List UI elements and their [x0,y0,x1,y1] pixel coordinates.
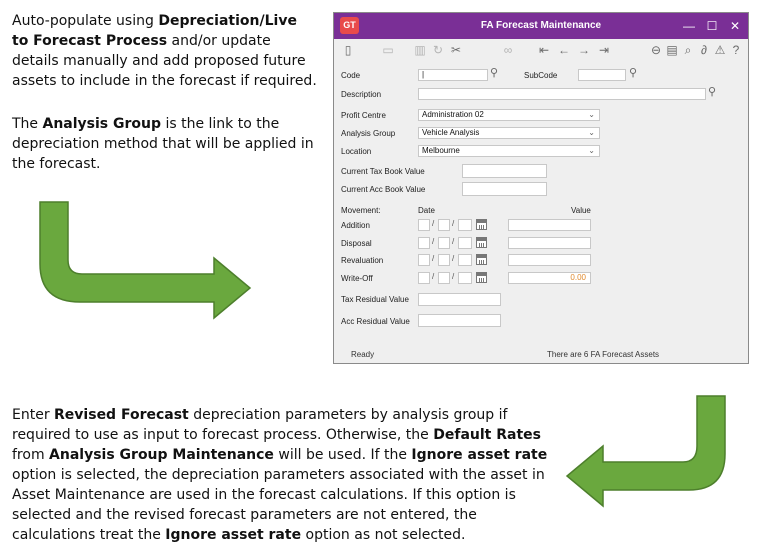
calendar-icon[interactable] [476,237,487,248]
description-search-icon[interactable]: ⚲ [708,86,717,98]
acc-book-value-label: Current Acc Book Value [341,185,426,194]
date-separator: / [452,272,455,281]
refresh-icon[interactable]: ↻ [432,43,444,57]
value-input[interactable] [508,237,591,249]
save-icon[interactable]: ▭ [382,43,394,57]
movement-label: Disposal [341,239,372,248]
chevron-down-icon: ⌄ [588,128,595,137]
text: The [12,116,43,132]
date-separator: / [452,237,455,246]
date-separator: / [432,237,435,246]
date-separator: / [452,254,455,263]
movement-label: Addition [341,221,370,230]
date-header: Date [418,206,435,215]
help-icon[interactable]: ? [732,43,740,57]
date-separator: / [432,254,435,263]
title-bar [334,13,748,39]
minimize-button[interactable]: — [683,19,695,33]
acc-residual-input[interactable] [418,314,501,327]
first-record-icon[interactable]: ⇤ [538,43,550,57]
text: will be used. If the [273,447,412,463]
app-logo: GT [340,17,359,34]
calendar-icon[interactable] [476,219,487,230]
instruction-analysis-group [12,114,317,174]
fa-forecast-maintenance-window [333,12,749,364]
window-title: FA Forecast Maintenance [480,20,602,31]
maximize-button[interactable]: ☐ [706,19,718,33]
tax-book-value-label: Current Tax Book Value [341,167,425,176]
analysis-group-select[interactable] [418,127,600,139]
close-button[interactable]: ✕ [729,19,741,33]
instruction-autopopulate [12,11,317,91]
alert-icon[interactable]: ⚠ [714,43,726,57]
subcode-search-icon[interactable]: ⚲ [629,67,638,79]
status-bar [334,347,748,363]
year-input[interactable] [458,272,472,284]
calendar-icon[interactable] [476,272,487,283]
month-input[interactable] [438,254,450,266]
text: from [12,447,50,463]
arrow-down-right [36,198,256,322]
toolbar [334,39,748,61]
text: Enter [12,407,55,423]
code-input[interactable]: | [418,69,488,81]
bold-text: Ignore asset rate [165,527,302,543]
bold-text: Revised Forecast [54,407,189,423]
acc-residual-label: Acc Residual Value [341,317,410,326]
day-input[interactable] [418,272,430,284]
movement-label: Write-Off [341,274,373,283]
movement-label: Revaluation [341,256,384,265]
bold-text: Ignore asset rate [411,447,548,463]
arrow-up-left [563,394,729,514]
previous-record-icon[interactable]: ← [558,43,570,57]
tax-book-value-field [462,164,547,178]
text: option as not selected. [301,527,466,543]
binoculars-icon[interactable]: ∞ [503,43,513,57]
text: Auto-populate using [12,13,159,29]
value-input[interactable]: 0.00 [508,272,591,284]
code-search-icon[interactable]: ⚲ [490,67,499,79]
date-separator: / [432,219,435,228]
month-input[interactable] [438,219,450,231]
text: option is selected, the depreciation parameters associated with the asset in Asset Maintenance are used in the forecast calculations. If this option is selected and the revised forecast parameters are not entered, the calculations treat the [12,467,545,543]
bold-text: Default Rates [433,427,541,443]
tax-residual-input[interactable] [418,293,501,306]
subcode-input[interactable] [578,69,626,81]
bold-text: Depreciation/Live to Forecast Process [12,13,297,49]
text: is the link to the depreciation method that will be applied in the forecast. [12,116,314,172]
day-input[interactable] [418,237,430,249]
status-ready: Ready [351,350,375,359]
profit-centre-value: Administration 02 [422,110,484,119]
notes-icon[interactable]: ▤ [666,43,678,57]
instruction-revised-forecast [12,405,552,545]
location-select[interactable] [418,145,600,157]
link-icon[interactable]: ∂ [701,43,707,57]
calendar-icon[interactable] [476,254,487,265]
acc-book-value-field [462,182,547,196]
month-input[interactable] [438,237,450,249]
year-input[interactable] [458,254,472,266]
analysis-group-value: Vehicle Analysis [422,128,480,137]
profit-centre-label: Profit Centre [341,111,386,120]
year-input[interactable] [458,219,472,231]
attach-icon[interactable]: ⌕ [684,43,692,57]
status-record-count: There are 6 FA Forecast Assets [547,350,660,359]
year-input[interactable] [458,237,472,249]
bold-text: Analysis Group Maintenance [49,447,274,463]
movement-header: Movement: [341,206,381,215]
month-input[interactable] [438,272,450,284]
last-record-icon[interactable]: ⇥ [598,43,610,57]
scissors-icon[interactable]: ✂ [450,43,462,57]
location-label: Location [341,147,372,156]
back-icon[interactable]: ⊖ [650,43,662,57]
day-input[interactable] [418,254,430,266]
description-label: Description [341,90,382,99]
day-input[interactable] [418,219,430,231]
chevron-down-icon: ⌄ [588,146,595,155]
location-value: Melbourne [422,146,460,155]
date-separator: / [432,272,435,281]
profit-centre-select[interactable] [418,109,600,121]
code-label: Code [341,71,361,80]
value-header: Value [571,206,591,215]
description-input[interactable] [418,88,706,100]
chevron-down-icon: ⌄ [588,110,595,119]
subcode-label: SubCode [524,71,558,80]
value-input[interactable] [508,254,591,266]
delete-icon[interactable]: ▥ [414,43,426,57]
tax-residual-label: Tax Residual Value [341,295,409,304]
value-input[interactable] [508,219,591,231]
analysis-group-label: Analysis Group [341,129,396,138]
date-separator: / [452,219,455,228]
text: and/or update details manually and add proposed future assets to include in the forecast if required. [12,33,317,89]
text: depreciation parameters by analysis group if required to use as input to forecast process. Otherwise, the [12,407,508,443]
new-icon[interactable]: ▯ [344,43,352,57]
next-record-icon[interactable]: → [578,43,590,57]
bold-text: Analysis Group [42,116,162,132]
